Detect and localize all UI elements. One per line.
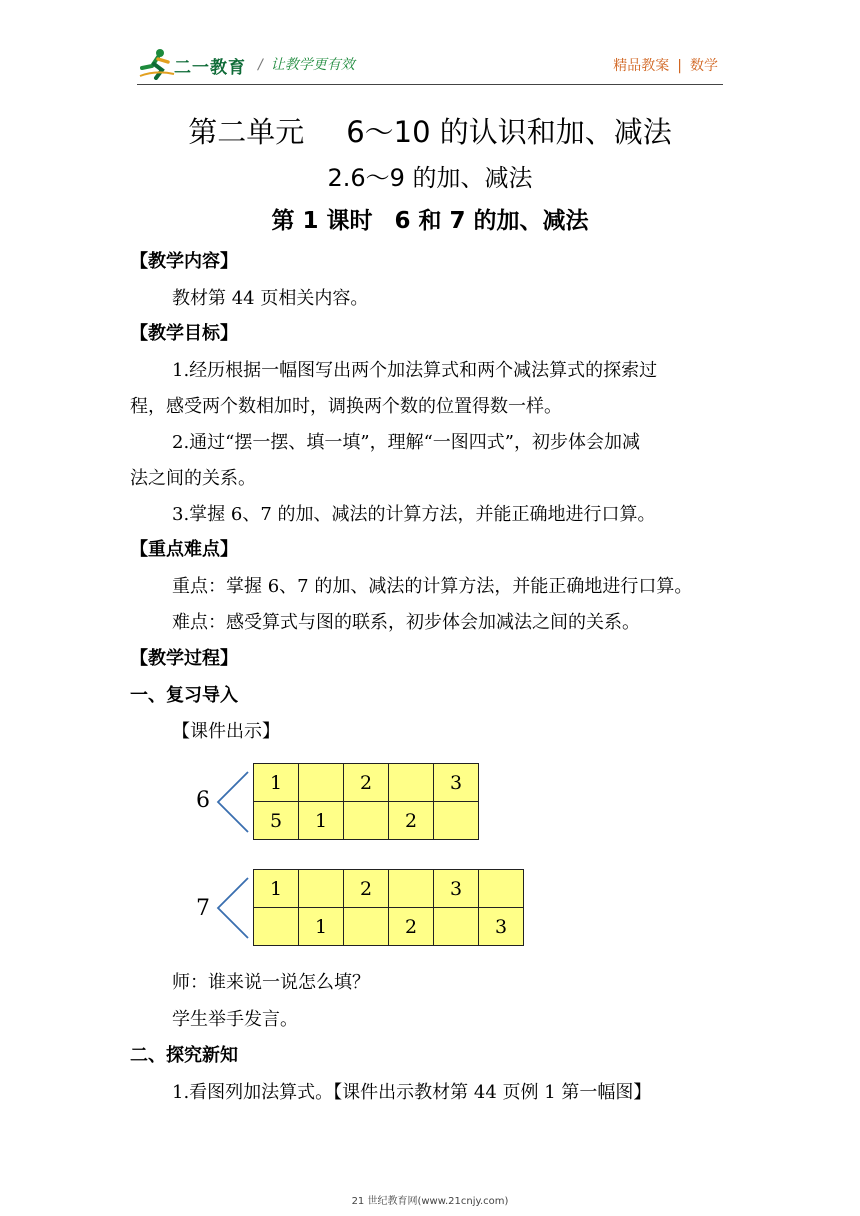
lesson-topic: 6 和 7 的加、减法: [394, 208, 589, 234]
grid-cell: 2: [344, 764, 389, 802]
grid-row-bottom: [254, 908, 524, 946]
goal-3: 3.掌握 6、7 的加、减法的计算方法，并能正确地进行口算。: [172, 504, 656, 525]
difficult-point: 难点：感受算式与图的联系，初步体会加减法之间的关系。: [172, 612, 640, 633]
goal-2-line-2: 法之间的关系。: [130, 468, 256, 489]
grid-cell: [434, 908, 479, 946]
split-number-7: 7: [196, 896, 210, 921]
slogan-text: 让教学更有效: [270, 57, 355, 73]
courseware-show: 【课件出示】: [172, 721, 280, 742]
goal-1-line-1: 1.经历根据一幅图写出两个加法算式和两个减法算式的探索过: [172, 360, 658, 381]
unit-title: [0, 110, 860, 151]
grid-cell: [344, 908, 389, 946]
tag-separator: |: [677, 58, 682, 74]
grid-row-top: [254, 764, 479, 802]
logo-text: 二一教育: [174, 58, 246, 78]
grid-cell: 2: [389, 802, 434, 840]
grid-cell: 5: [254, 802, 299, 840]
unit-topic: 6～10 的认识和加、减法: [346, 115, 672, 149]
step-1: 1.看图列加法算式。【课件出示教材第 44 页例 1 第一幅图】: [172, 1082, 652, 1103]
goal-2-line-1: 2.通过“摆一摆、填一填”，理解“一图四式”，初步体会加减: [172, 432, 640, 453]
section-title: 2.6～9 的加、减法: [327, 164, 533, 192]
grid-cell: 1: [299, 802, 344, 840]
grid-cell: [344, 802, 389, 840]
tag-right: 数学: [690, 58, 718, 74]
grid-cell: [254, 908, 299, 946]
slogan-slash: /: [258, 57, 263, 73]
header-tags: [613, 55, 718, 75]
grid-cell: 3: [479, 908, 524, 946]
grid-cell: 1: [254, 764, 299, 802]
key-point: 重点：掌握 6、7 的加、减法的计算方法，并能正确地进行口算。: [172, 576, 693, 597]
grid-cell: [389, 764, 434, 802]
split-bracket-6: [214, 770, 254, 834]
grid-cell: 1: [254, 870, 299, 908]
header-divider: [137, 84, 723, 85]
split-grid-7: [253, 869, 524, 946]
content-text: 教材第 44 页相关内容。: [172, 288, 369, 309]
grid-cell: [479, 870, 524, 908]
part-1-heading: 一、复习导入: [130, 685, 238, 706]
split-bracket-7: [214, 876, 254, 940]
grid-cell: 1: [299, 908, 344, 946]
tag-left: 精品教案: [613, 58, 670, 74]
grid-cell: 3: [434, 764, 479, 802]
unit-number: 第二单元: [188, 115, 305, 149]
split-number-6: 6: [196, 788, 210, 813]
section-heading-key: 【重点难点】: [130, 539, 238, 560]
section-heading-content: 【教学内容】: [130, 251, 238, 272]
page-footer: 21 世纪教育网(www.21cnjy.com): [351, 1196, 509, 1207]
teacher-question: 师：谁来说一说怎么填？: [172, 972, 370, 993]
grid-cell: 3: [434, 870, 479, 908]
grid-row-bottom: [254, 802, 479, 840]
grid-cell: [389, 870, 434, 908]
lesson-number: 第 1 课时: [271, 208, 373, 234]
split-grid-6: [253, 763, 479, 840]
lesson-title: [0, 202, 860, 235]
grid-cell: [299, 764, 344, 802]
grid-cell: 2: [389, 908, 434, 946]
grid-cell: [299, 870, 344, 908]
grid-row-top: [254, 870, 524, 908]
slogan: [258, 54, 355, 74]
section-heading-goals: 【教学目标】: [130, 323, 238, 344]
grid-cell: [434, 802, 479, 840]
grid-cell: 2: [344, 870, 389, 908]
part-2-heading: 二、探究新知: [130, 1045, 238, 1066]
goal-1-line-2: 程，感受两个数相加时，调换两个数的位置得数一样。: [130, 396, 562, 417]
student-response: 学生举手发言。: [172, 1009, 298, 1030]
runner-icon: [138, 48, 178, 80]
section-heading-process: 【教学过程】: [130, 648, 238, 669]
